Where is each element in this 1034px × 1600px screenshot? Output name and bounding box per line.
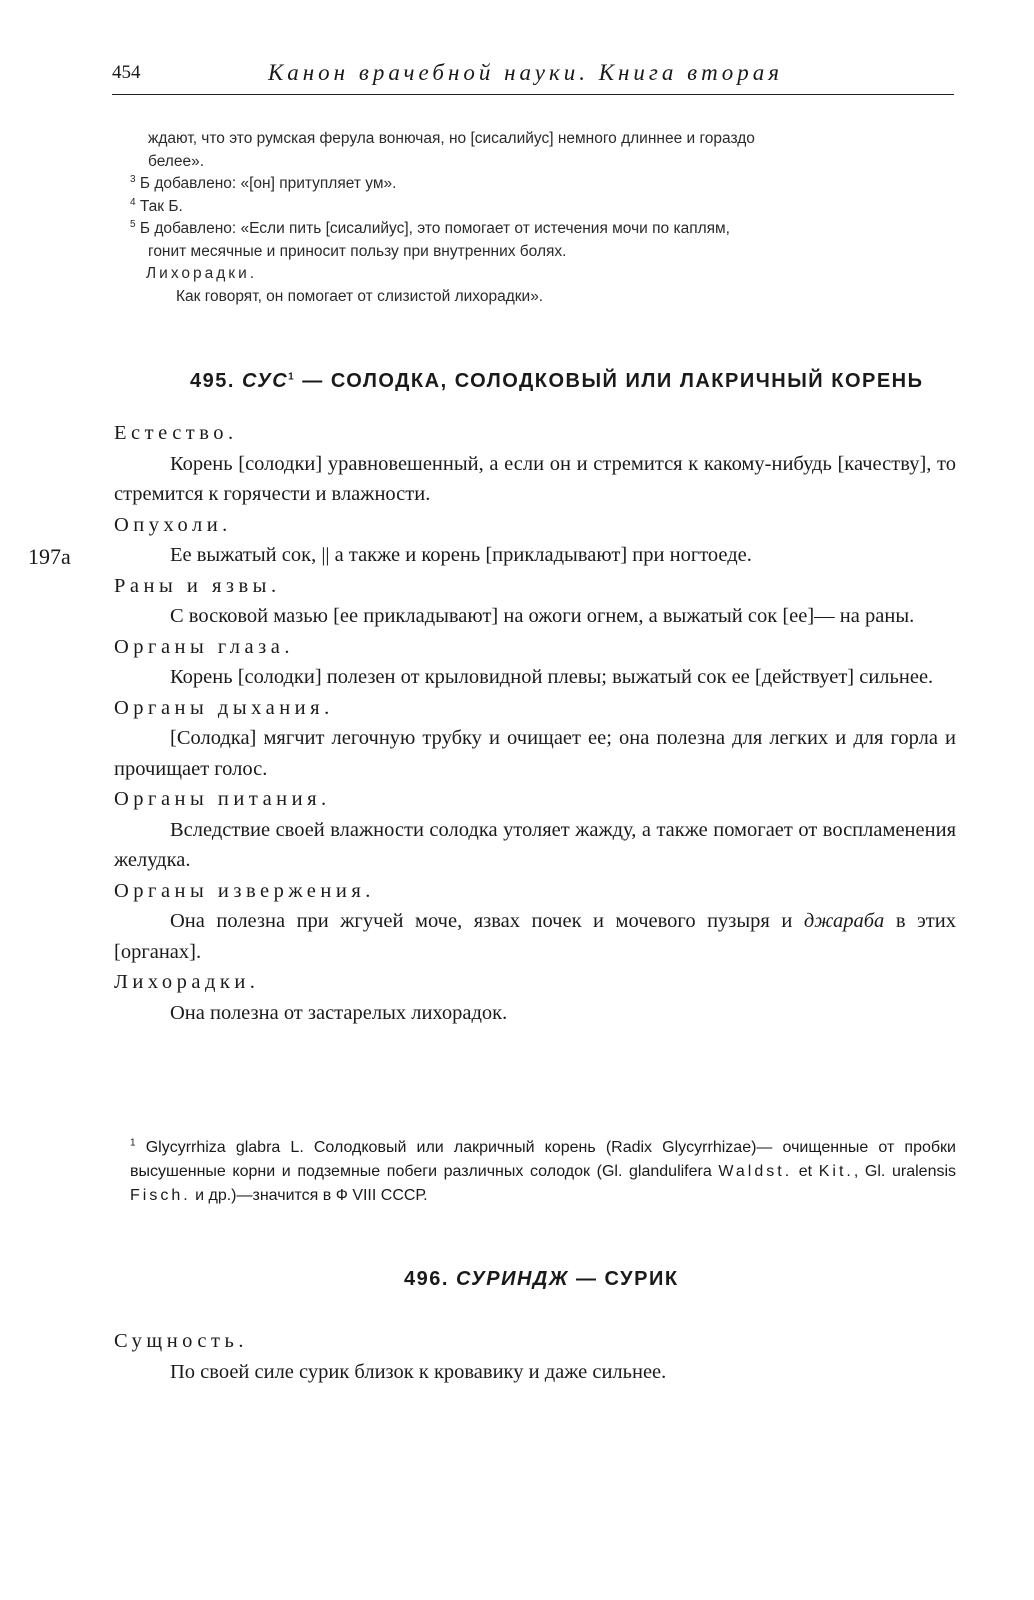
footnote-5 (130, 218, 956, 241)
section-number: 496. (404, 1268, 449, 1290)
page-number: 454 (112, 62, 141, 83)
footnote-4 (130, 196, 956, 219)
footnote-mark: 3 (130, 173, 136, 185)
section-name: СУС (242, 370, 289, 392)
bottom-footnote (130, 1136, 956, 1208)
footnote-text: Б добавлено: «Если пить [сисалийус], это помогает от истечения мочи по каплям, (139, 220, 730, 237)
footnote-text: Так Б. (139, 197, 183, 215)
footnote-mark: 4 (130, 196, 136, 208)
paragraph: Она полезна от застарелых лихорадок. (170, 1001, 508, 1024)
subheading: Раны и язвы. (114, 574, 281, 597)
footnote-1 (130, 1136, 956, 1208)
footnote-5-label: Лихорадки. (146, 265, 258, 282)
footnote-5-last: Как говорят, он помогает от слизистой лихорадки». (176, 287, 544, 305)
running-header (112, 60, 954, 94)
section-name: СУРИНДЖ (456, 1268, 569, 1290)
footnote-text: и др.)—значится в Ф VIII СССР. (190, 1187, 428, 1204)
footnote-text: Б добавлено: «[он] притупляет ум». (139, 175, 397, 192)
section-number: 495. (190, 370, 235, 392)
top-footnotes (130, 128, 956, 308)
footnote-ref: 1 (288, 371, 296, 383)
subheading: Лихорадки. (114, 971, 260, 993)
footnote-text: Glycyrrhiza glabra L. Солодковый или лакричный корень (Radix Glycyrrhizae)— очищенные от пробки высушенные корни и подземные побеги различных солодок (Gl. glandulifera (130, 1139, 956, 1180)
paragraph (114, 906, 956, 967)
paragraph: Корень [солодки] уравновешенный, а если он и стремится к какому-нибудь [качеству], то стремится к горячести и влажности. (114, 452, 956, 505)
paragraph: С восковой мазью [ее прикладывают] на ожоги огнем, а выжатый сок [ее]— на раны. (170, 605, 915, 627)
footnote-text: et (792, 1163, 819, 1180)
subheading: Органы питания. (114, 788, 331, 810)
subheading: Сущность. (114, 1330, 248, 1352)
italic-term: джараба (803, 910, 885, 932)
paragraph: Вследствие своей влажности солодка утоляет жажду, а также помогает от воспламенения желудка. (114, 818, 956, 871)
section-heading-496 (404, 1268, 804, 1291)
paragraph-text: Она полезна при жгучей моче, язвах почек и мочевого пузыря и (170, 910, 804, 932)
main-text (114, 418, 956, 1028)
header-rule (112, 94, 954, 95)
author-abbrev: Waldst. (718, 1163, 793, 1180)
paragraph: Корень [солодки] полезен от крыловидной плевы; выжатый сок ее [действует] сильнее. (170, 666, 934, 688)
footnote-3 (130, 173, 956, 196)
section-subtitle: — СОЛОДКА, СОЛОДКОВЫЙ ИЛИ ЛАКРИЧНЫЙ КОРЕНЬ (295, 370, 924, 392)
footnote-mark: 5 (130, 218, 136, 230)
paragraph: По своей силе сурик близок к кровавику и даже сильнее. (170, 1360, 667, 1383)
paragraph: Ее выжатый сок, || а также и корень [прикладывают] при ногтоеде. (170, 544, 752, 566)
running-title: Канон врачебной науки. Книга вторая (268, 60, 783, 85)
section-subtitle: — СУРИК (568, 1268, 679, 1290)
footnote-continuation-end: белее». (148, 152, 205, 170)
author-abbrev: Fisch. (130, 1187, 191, 1204)
footnote-text: , Gl. uralensis (853, 1163, 957, 1180)
margin-folio-note: 197a (28, 544, 71, 569)
footnote-5-continuation: гонит месячные и приносит пользу при внутренних болях. (148, 242, 567, 260)
subheading: Органы извержения. (114, 879, 375, 902)
author-abbrev: Kit. (818, 1163, 854, 1180)
subheading: Органы глаза. (114, 635, 294, 658)
subheading: Органы дыхания. (114, 696, 334, 719)
paragraph: [Солодка] мягчит легочную трубку и очищает ее; она полезна для легких и для горла и прочищает голос. (114, 727, 956, 780)
footnote-continuation-line: ждают, что это румская ферула вонючая, но [сисалийус] немного длиннее и гораздо (148, 130, 755, 147)
paragraph-text: в этих [органах]. (114, 910, 956, 963)
subheading: Естество. (114, 422, 238, 444)
main-text-2 (114, 1326, 956, 1387)
section-heading-495 (190, 370, 924, 393)
subheading: Опухоли. (114, 513, 232, 536)
footnote-mark: 1 (130, 1137, 136, 1149)
